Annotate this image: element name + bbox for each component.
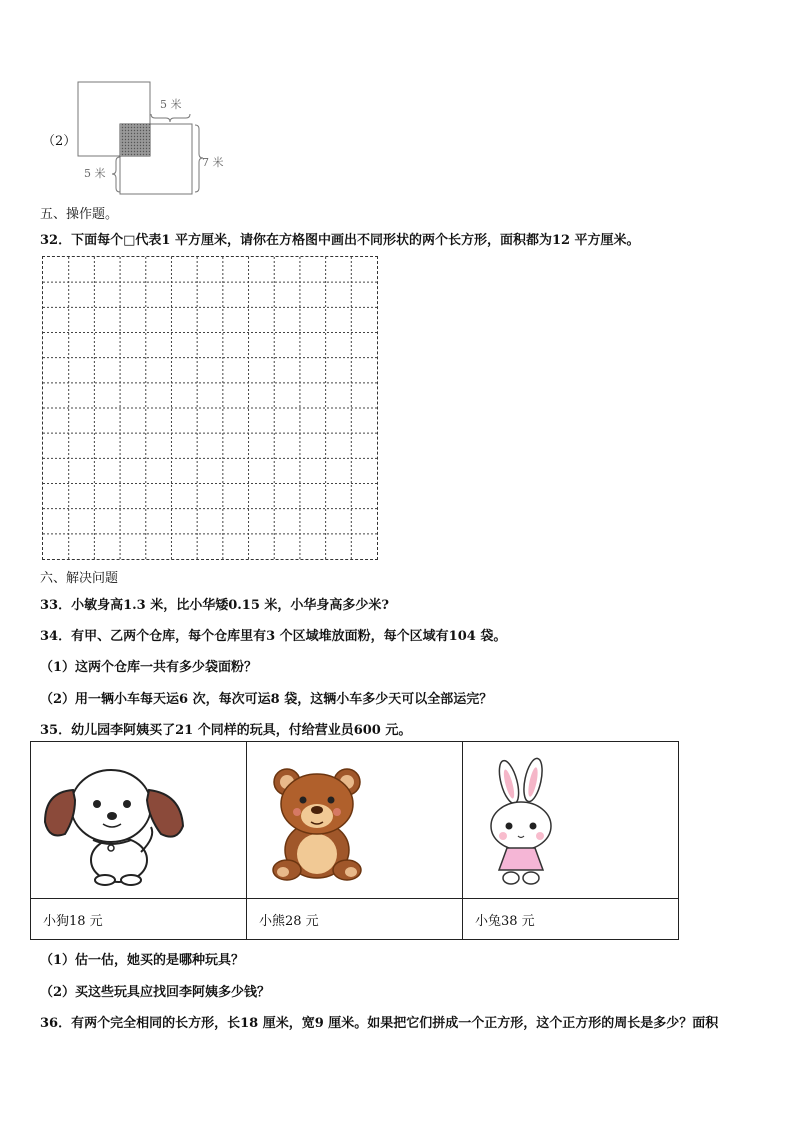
dim-left-label: 5 米 (84, 167, 106, 180)
toy-label-bear: 小熊28 元 (247, 899, 463, 940)
question-32: 32．下面每个□代表1 平方厘米，请你在方格图中画出不同形状的两个长方形，面积都为12 平方厘米。 (40, 233, 640, 248)
toy-cell-dog (31, 742, 247, 899)
toy-price-table (30, 741, 679, 940)
figure-label: （2） (42, 134, 77, 149)
question-36: 36．有两个完全相同的长方形，长18 厘米，宽9 厘米。如果把它们拼成一个正方形，这个正方形的周长是多少？面积 (40, 1016, 719, 1031)
dim-right-label: 7 米 (202, 156, 224, 169)
square-grid[interactable] (42, 256, 378, 560)
section-five-heading: 五、操作题。 (40, 207, 119, 222)
rabbit-icon (463, 742, 678, 898)
section-six-heading: 六、解决问题 (40, 571, 119, 586)
question-34-part-2: （2）用一辆小车每天运6 次，每次可运8 袋，这辆小车多少天可以全部运完？ (40, 692, 493, 707)
question-33: 33．小敏身高1.3 米，比小华矮0.15 米，小华身高多少米? (40, 598, 390, 613)
question-34-part-1: （1）这两个仓库一共有多少袋面粉？ (40, 660, 258, 675)
dim-top-label: 5 米 (160, 98, 182, 111)
question-35-part-1: （1）估一估，她买的是哪种玩具？ (40, 953, 245, 968)
toy-label-rabbit: 小兔38 元 (463, 899, 679, 940)
dog-icon (31, 742, 246, 898)
question-35: 35．幼儿园李阿姨买了21 个同样的玩具，付给营业员600 元。 (40, 723, 412, 738)
bear-icon (247, 742, 462, 898)
question-35-part-2: （2）买这些玩具应找回李阿姨多少钱？ (40, 985, 271, 1000)
toy-cell-rabbit (463, 742, 679, 899)
question-34: 34．有甲、乙两个仓库，每个仓库里有3 个区域堆放面粉，每个区域有104 袋。 (40, 629, 507, 644)
toy-cell-bear (247, 742, 463, 899)
overlapping-squares-figure (40, 78, 240, 198)
toy-label-dog: 小狗18 元 (31, 899, 247, 940)
grid-lines (43, 257, 377, 559)
